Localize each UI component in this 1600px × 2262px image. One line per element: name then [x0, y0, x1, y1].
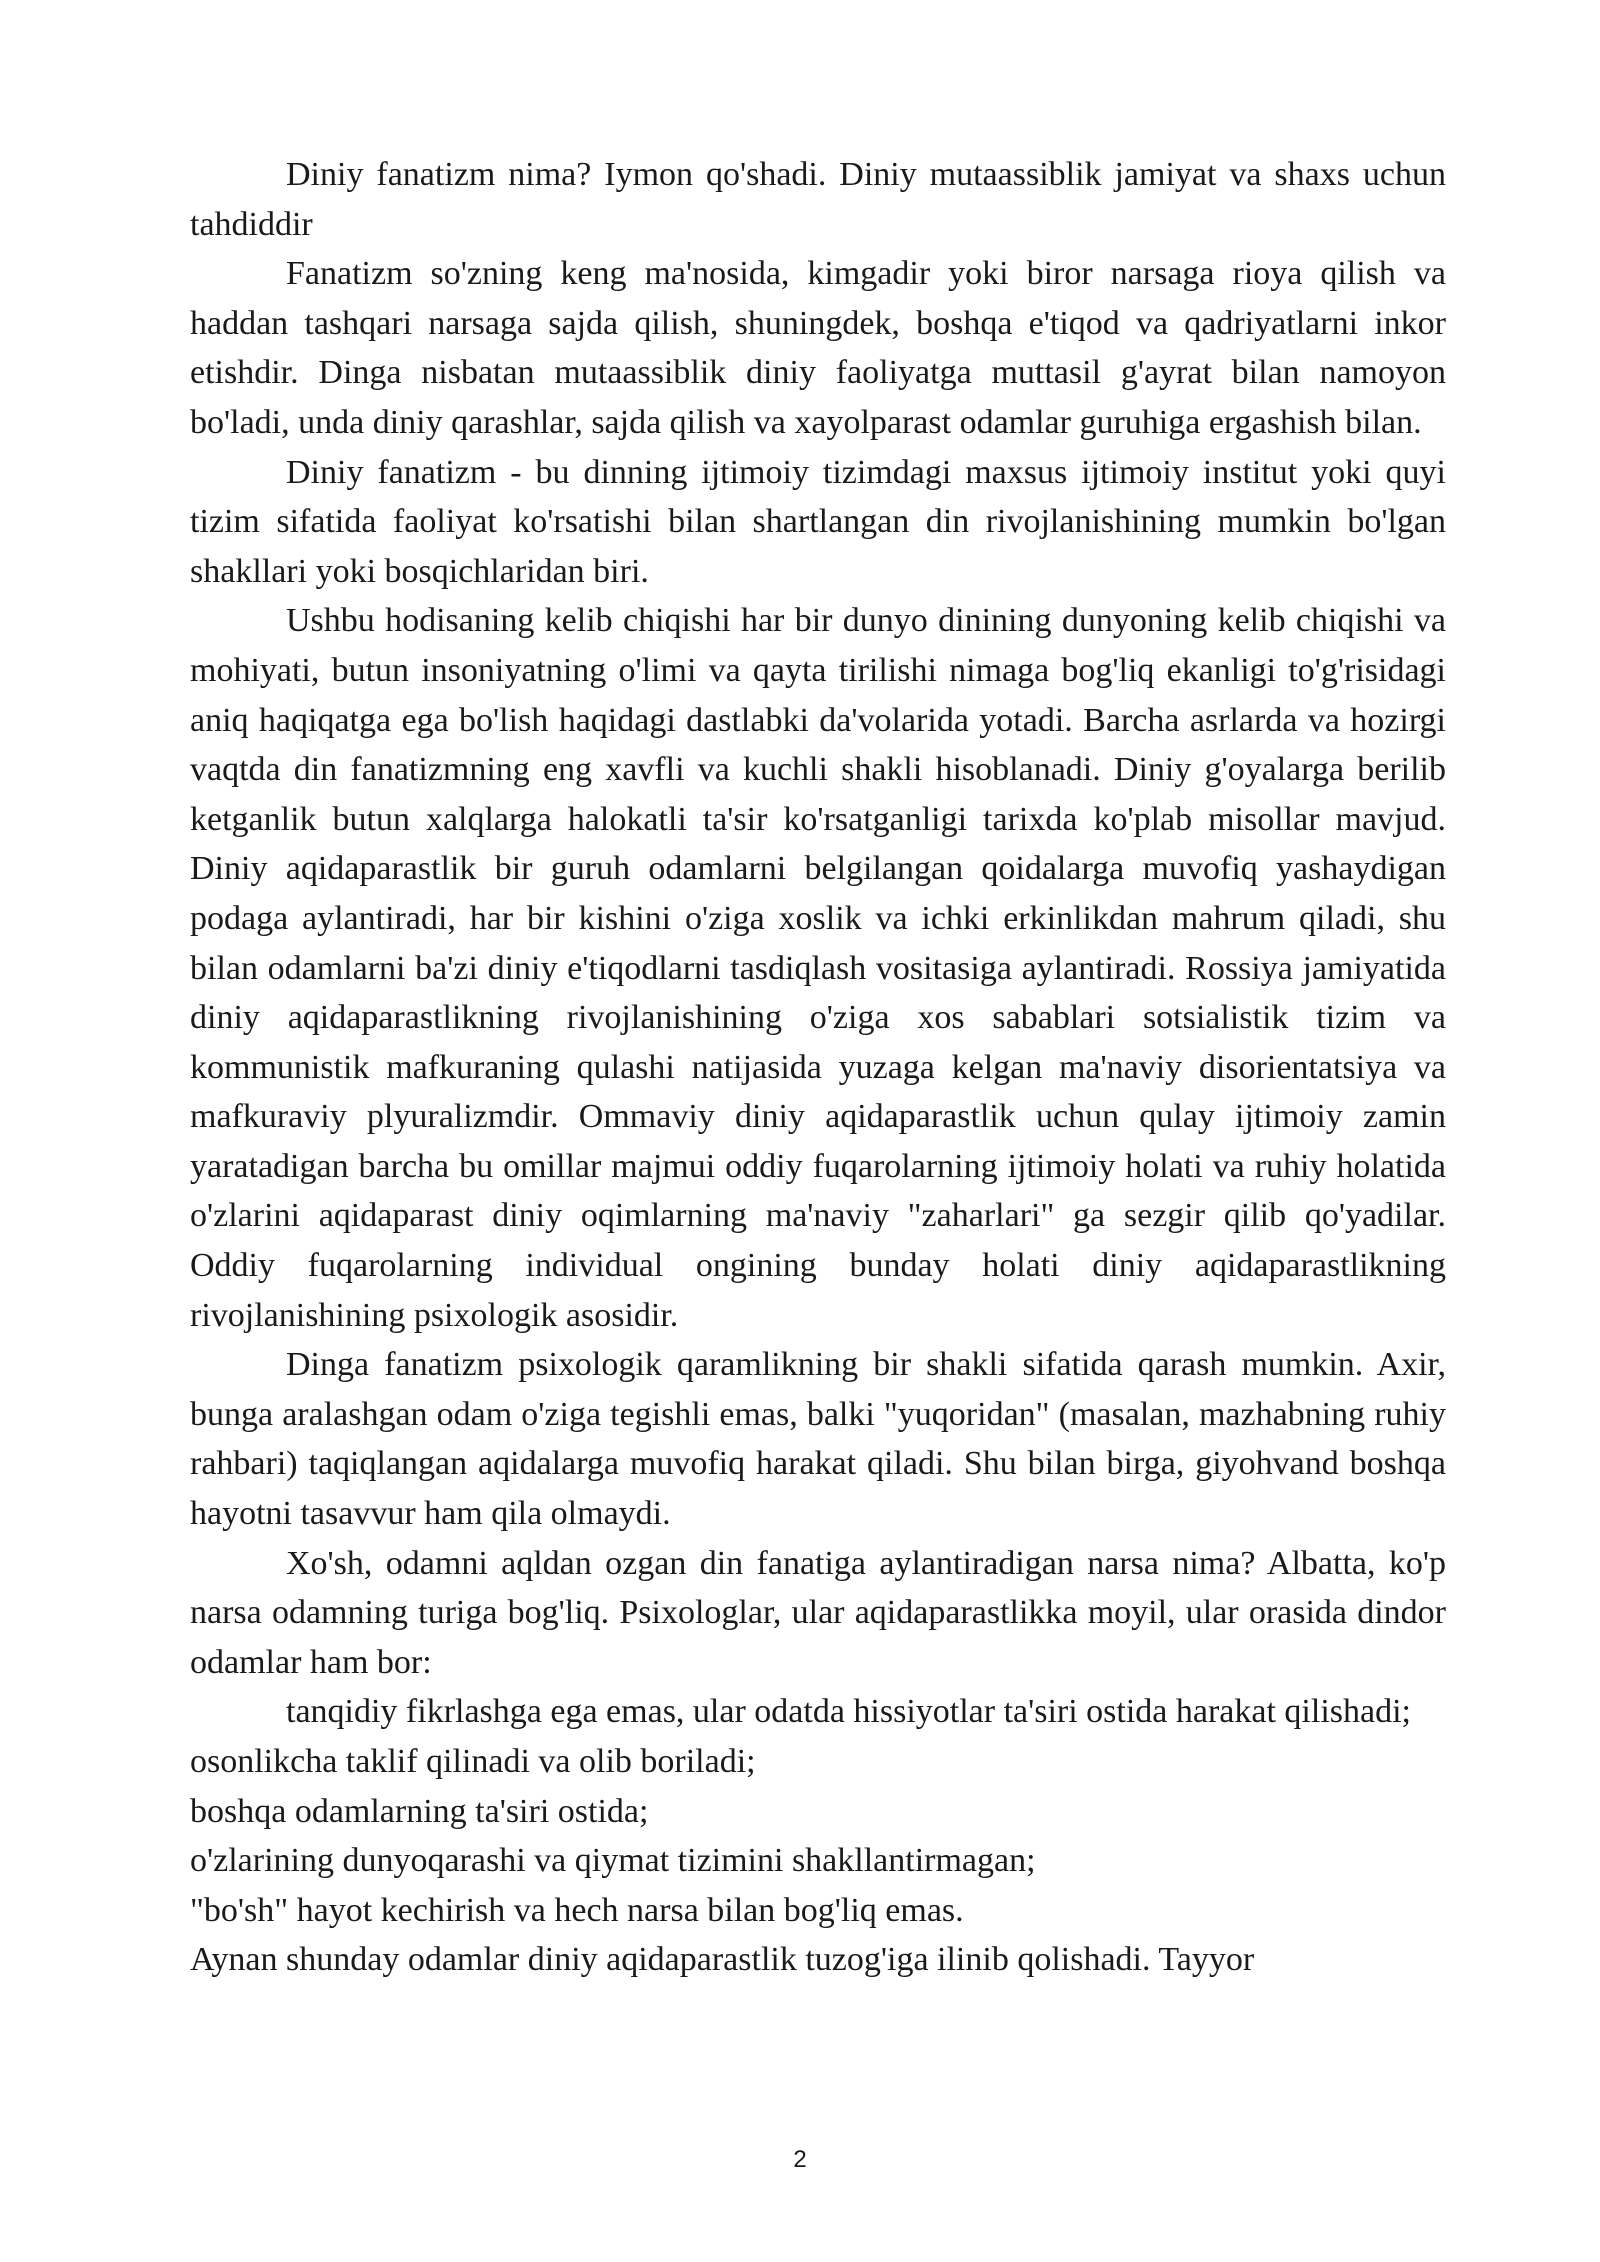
list-item: "bo'sh" hayot kechirish va hech narsa bilan bog'liq emas. — [190, 1891, 964, 1929]
page-number: 2 — [793, 2146, 807, 2173]
body-paragraph: Xo'sh, odamni aqldan ozgan din fanatiga aylantiradigan narsa nima? Albatta, ko'p narsa odamning turiga bog'liq. Psixologlar, ular aqidaparastlikka moyil, ular orasida dindor odamlar ham bor: — [190, 1544, 1446, 1681]
closing-line: Aynan shunday odamlar diniy aqidaparastlik tuzog'iga ilinib qolishadi. Tayyor — [190, 1941, 1255, 1979]
document-body — [190, 150, 1446, 1985]
body-paragraph: Fanatizm so'zning keng ma'nosida, kimgadir yoki biror narsaga rioya qilish va haddan tashqari narsaga sajda qilish, shuningdek, boshqa e'tiqod va qadriyatlarni inkor etishdir. Dinga nisbatan mutaassiblik diniy faoliyatga muttasil g'ayrat bilan namoyon bo'ladi, unda diniy qarashlar, sajda qilish va xayolparast odamlar guruhiga ergashish bilan. — [190, 255, 1446, 441]
list-item: tanqidiy fikrlashga ega emas, ular odatda hissiyotlar ta'siri ostida harakat qilishadi; — [286, 1693, 1411, 1731]
list-item: boshqa odamlarning ta'siri ostida; — [190, 1792, 649, 1830]
body-paragraph: Dinga fanatizm psixologik qaramlikning bir shakli sifatida qarash mumkin. Axir, bunga aralashgan odam o'ziga tegishli emas, balki "yuqoridan" (masalan, mazhabning ruhiy rahbari) taqiqlangan aqidalarga muvofiq harakat qiladi. Shu bilan birga, giyohvand boshqa hayotni tasavvur ham qila olmaydi. — [190, 1346, 1446, 1533]
list-item: osonlikcha taklif qilinadi va olib boriladi; — [190, 1743, 756, 1780]
heading-paragraph: Diniy fanatizm nima? Iymon qo'shadi. Diniy mutaassiblik jamiyat va shaxs uchun tahdiddir — [190, 156, 1446, 243]
list-item: o'zlarining dunyoqarashi va qiymat tizimini shakllantirmagan; — [190, 1842, 1036, 1880]
body-paragraph: Ushbu hodisaning kelib chiqishi har bir dunyo dinining dunyoning kelib chiqishi va mohiyati, butun insoniyatning o'limi va qayta tirilishi nimaga bog'liq ekanligi to'g'risidagi aniq haqiqatga ega bo'lish haqidagi dastlabki da'volarida yotadi. Barcha asrlarda va hozirgi vaqtda din fanatizmning eng xavfli va kuchli shakli hisoblanadi. Diniy g'oyalarga berilib ketganlik butun xalqlarga halokatli ta'sir ko'rsatganligi tarixda ko'plab misollar mavjud. Diniy aqidaparastlik bir guruh odamlarni belgilangan qoidalarga muvofiq yashaydigan podaga aylantiradi, har bir kishini o'ziga xoslik va ichki erkinlikdan mahrum qiladi, shu bilan odamlarni ba'zi diniy e'tiqodlarni tasdiqlash vositasiga aylantiradi. Rossiya jamiyatida diniy aqidaparastlikning rivojlanishining o'ziga xos sabablari sotsialistik tizim va kommunistik mafkuraning qulashi natijasida yuzaga kelgan ma'naviy disorientatsiya va mafkuraviy plyuralizmdir. Ommaviy diniy aqidaparastlik uchun qulay ijtimoiy zamin yaratadigan barcha bu omillar majmui oddiy fuqarolarning ijtimoiy holati va ruhiy holatida o'zlarini aqidaparast diniy oqimlarning ma'naviy "zaharlari" ga sezgir qilib qo'yadilar. Oddiy fuqarolarning individual ongining bunday holati diniy aqidaparastlikning rivojlanishining psixologik asosidir. — [190, 602, 1446, 1334]
body-paragraph: Diniy fanatizm - bu dinning ijtimoiy tizimdagi maxsus ijtimoiy institut yoki quyi tizim sifatida faoliyat ko'rsatishi bilan shartlangan din rivojlanishining mumkin bo'lgan shakllari yoki bosqichlaridan biri. — [190, 453, 1446, 590]
